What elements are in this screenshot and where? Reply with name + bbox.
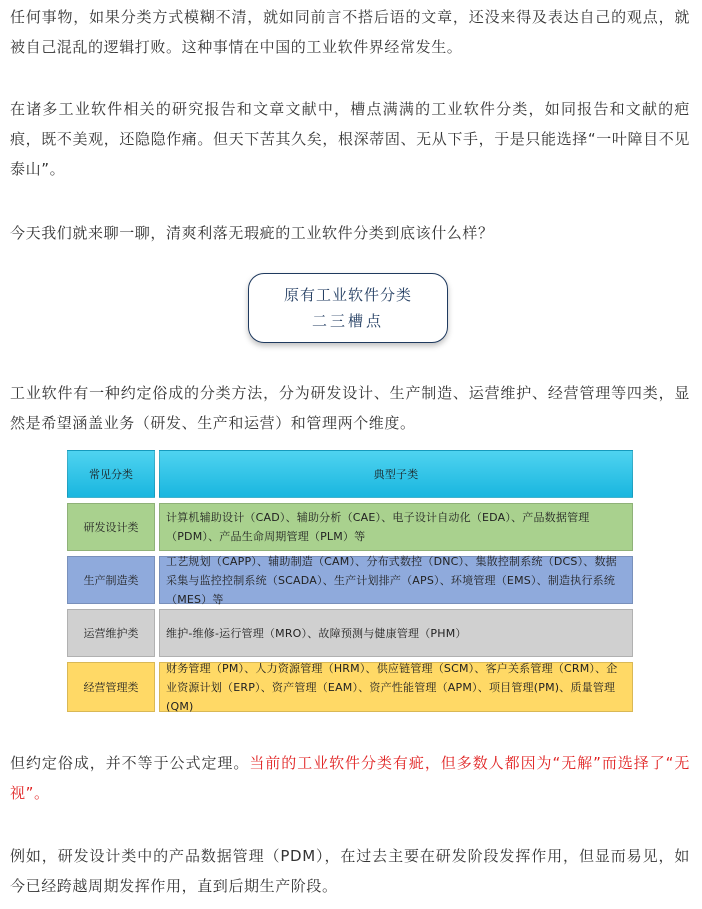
- table-row-subtypes: 工艺规划（CAPP）、辅助制造（CAM）、分布式数控（DNC）、集散控制系统（DCS）、数据采集与监控控制系统（SCADA）、生产计划排产（APS）、环境管理（EMS）、制造执行系统（MES）等: [159, 556, 633, 604]
- table-row-subtypes: 财务管理（PM）、人力资源管理（HRM）、供应链管理（SCM）、客户关系管理（CRM）、企业资源计划（ERP）、资产管理（EAM）、资产性能管理（APM）、项目管理(PM)、质量管理(QM): [159, 662, 633, 712]
- table-row-subtypes: 计算机辅助设计（CAD）、辅助分析（CAE）、电子设计自动化（EDA）、产品数据管理（PDM）、产品生命周期管理（PLM）等: [159, 503, 633, 551]
- table-row-subtypes: 维护-维修-运行管理（MRO）、故障预测与健康管理（PHM）: [159, 609, 633, 657]
- intro-paragraph: 任何事物，如果分类方式模糊不清，就如同前言不搭后语的文章，还没来得及表达自己的观点，就被自己混乱的逻辑打败。这种事情在中国的工业软件界经常发生。: [10, 8, 690, 56]
- example-paragraph: 例如，研发设计类中的产品数据管理（PDM），在过去主要在研发阶段发挥作用，但显而易见，如今已经跨越周期发挥作用，直到后期生产阶段。: [10, 847, 690, 895]
- table-row: [67, 662, 633, 712]
- table-row-category: 经营管理类: [67, 662, 155, 712]
- research-paragraph: 在诸多工业软件相关的研究报告和文章文献中，槽点满满的工业软件分类，如同报告和文献的疤痕，既不美观，还隐隐作痛。但天下苦其久矣，根深蒂固、无从下手，于是只能选择“一叶障目不见泰山”。: [10, 100, 690, 178]
- table-header-category: 常见分类: [67, 450, 155, 498]
- section-title-line1: 原有工业软件分类: [283, 286, 412, 304]
- conclusion-paragraph: [10, 748, 690, 808]
- table-row-category: 运营维护类: [67, 609, 155, 657]
- conclusion-highlight-text: 当前的工业软件分类有疵，但多数人都因为“无解”而选择了“无视”。: [10, 754, 690, 802]
- table-header-row: [67, 450, 633, 498]
- table-row: [67, 556, 633, 604]
- conclusion-normal-text: 但约定俗成，并不等于公式定理。: [10, 754, 250, 772]
- table-header-subtypes: 典型子类: [159, 450, 633, 498]
- section-title-line2: 二三槽点: [311, 312, 384, 330]
- table-row-category: 研发设计类: [67, 503, 155, 551]
- question-paragraph: 今天我们就来聊一聊，清爽利落无瑕疵的工业软件分类到底该什么样？: [10, 224, 494, 242]
- section-title-box: [248, 273, 448, 343]
- table-row: [67, 609, 633, 657]
- table-row: [67, 503, 633, 551]
- table-row-category: 生产制造类: [67, 556, 155, 604]
- classification-paragraph: 工业软件有一种约定俗成的分类方法，分为研发设计、生产制造、运营维护、经营管理等四类，显然是希望涵盖业务（研发、生产和运营）和管理两个维度。: [10, 384, 690, 432]
